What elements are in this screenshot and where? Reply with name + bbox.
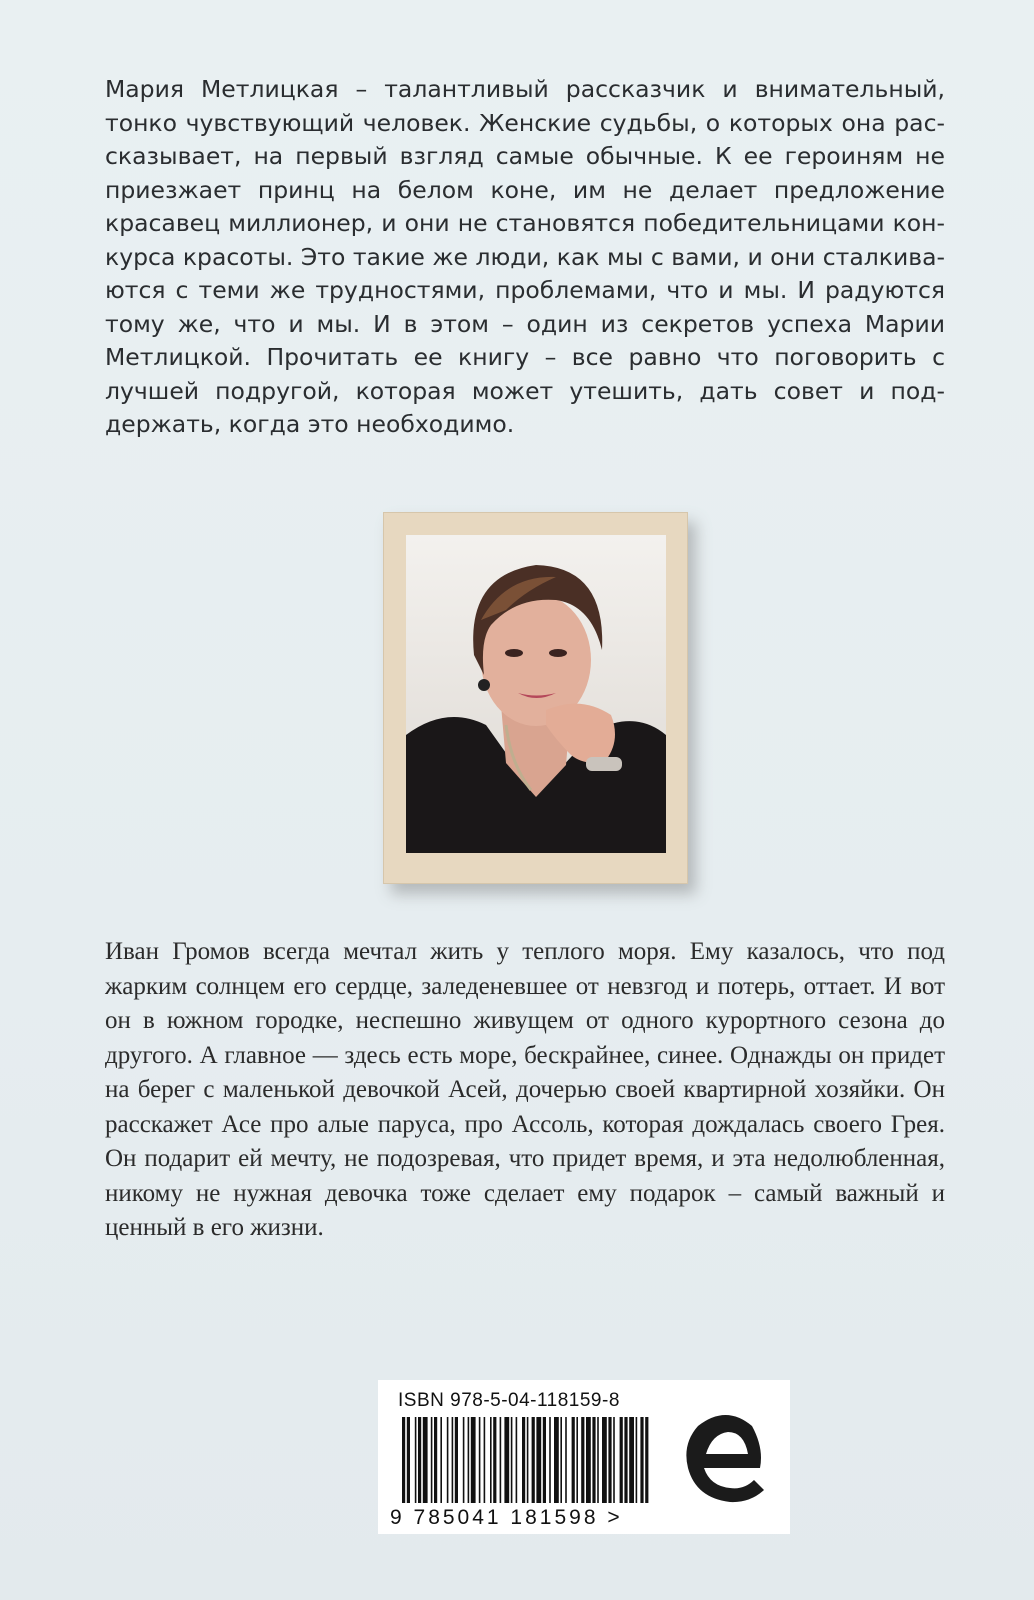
- author-description-text: Мария Метлицкая – талантливый рассказчик и внимательный, тонко чувствующий человек. Женские судьбы, о которых она рассказывает, на первый взгляд самые обычные. К ее героиням не приезжает принц на белом коне, им не делает предложение красавец миллионер, и они не становятся победительницами конкурса красоты. Это такие же люди, как мы с вами, и они сталкиваются с теми же трудностями, проблемами, что и мы. И радуются тому же, что и мы. И в этом – один из секретов успеха Марии Метлицкой. Прочитать ее книгу – все равно что поговорить с лучшей подругой, которая может утешить, дать совет и поддержать, когда это необходимо.: [105, 75, 945, 438]
- barcode-panel: [378, 1380, 790, 1534]
- barcode-digits: 9 785041 181598 >: [390, 1506, 623, 1529]
- author-photo-frame: [383, 512, 688, 884]
- book-annotation-text: Иван Громов всегда мечтал жить у теплого моря. Ему казалось, что под жарким солнцем его сердце, заледеневшее от невзгод и потерь, оттает. И вот он в южном городке, неспешно живущем от одного курортного сезона до другого. А главное — здесь есть море, бескрайнее, синее. Однажды он придет на берег с маленькой девочкой Асей, дочерью своей квартирной хозяйки. Он расскажет Асе про алые паруса, про Ассоль, которая дождалась своего Грея. Он подарит ей мечту, не подозревая, что придет время, и эта недолюбленная, никому не нужная девочка тоже сделает ему подарок – самый важный и ценный в его жизни.: [105, 938, 945, 1241]
- eksmo-logo-icon: [680, 1408, 772, 1512]
- author-description: [105, 73, 945, 442]
- book-annotation: [105, 935, 945, 1246]
- barcode-icon: [396, 1417, 656, 1505]
- isbn-label: ISBN 978-5-04-118159-8: [398, 1390, 620, 1411]
- author-photo: [406, 535, 666, 853]
